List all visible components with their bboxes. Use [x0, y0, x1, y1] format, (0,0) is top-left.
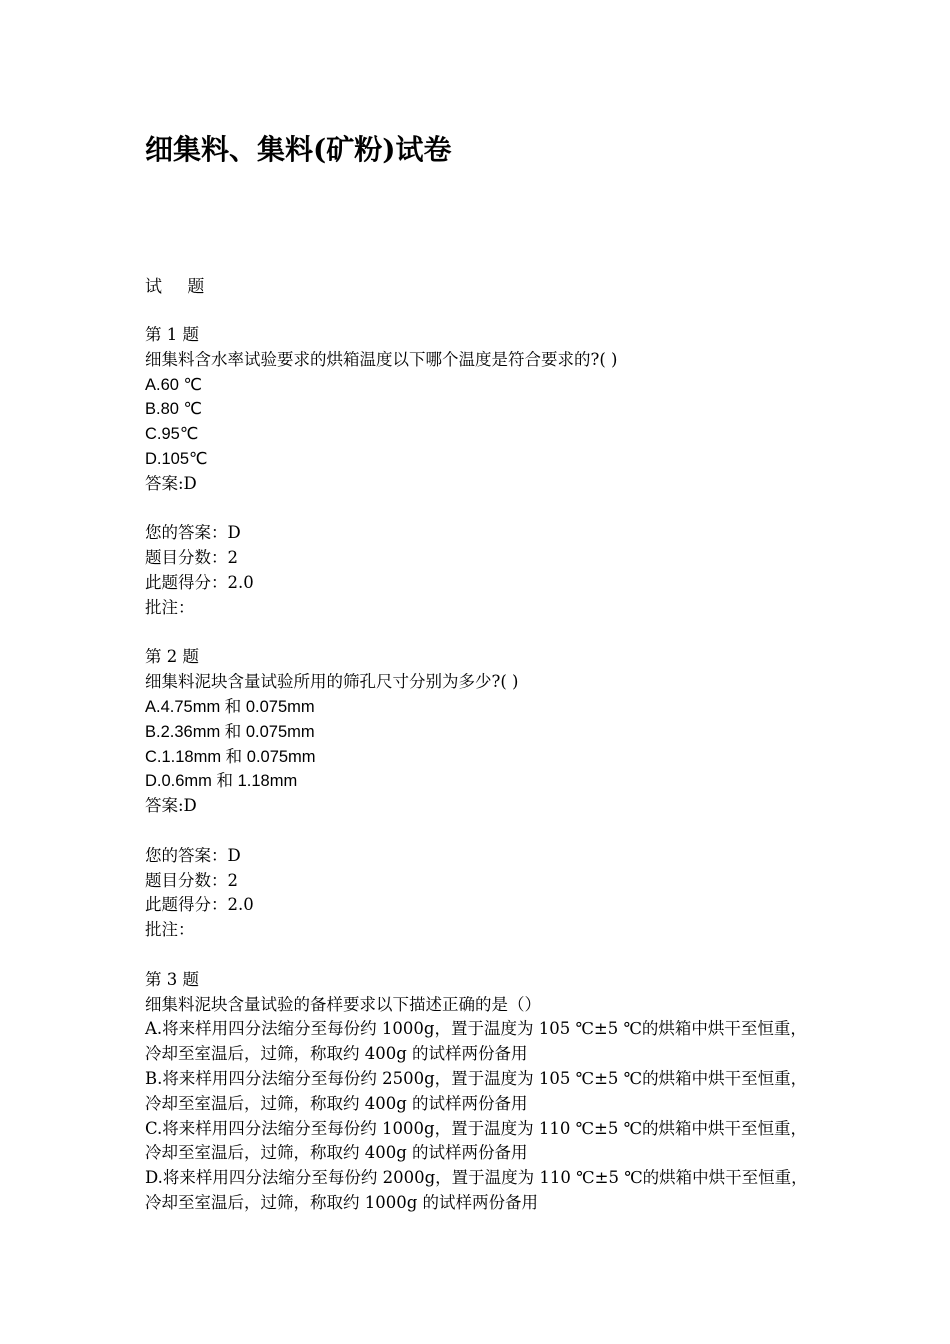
question-2: [145, 645, 815, 943]
question-1: [145, 323, 815, 621]
spacer: [145, 819, 815, 844]
question-list: [145, 323, 815, 1240]
section-label: 试 题: [145, 277, 215, 297]
option-a: A.将来样用四分法缩分至每份约 1000g，置于温度为 105 ℃±5 ℃的烘箱中烘干至恒重，冷却至室温后，过筛，称取约 400g 的试样两份备用: [145, 1019, 807, 1064]
question-stem: 细集料含水率试验要求的烘箱温度以下哪个温度是符合要求的?( ): [145, 349, 618, 369]
comment-label: 批注：: [145, 920, 195, 940]
document-title: 细集料、集料(矿粉)试卷: [145, 133, 452, 166]
option-d: D.0.6mm 和 1.18mm: [145, 772, 298, 791]
question-number: 第 1 题: [145, 325, 199, 344]
question-score: 题目分数：2: [145, 548, 238, 568]
option-c: C.1.18mm 和 0.075mm: [145, 747, 316, 766]
question-stem: 细集料泥块含量试验的备样要求以下描述正确的是（）: [145, 994, 541, 1014]
option-b: B.2.36mm 和 0.075mm: [145, 722, 315, 741]
question-stem: 细集料泥块含量试验所用的筛孔尺寸分别为多少?( ): [145, 672, 519, 692]
option-a: A.60 ℃: [145, 375, 203, 394]
score-gained: 此题得分：2.0: [145, 895, 254, 915]
correct-answer: 答案:D: [145, 473, 197, 493]
option-d: D.将来样用四分法缩分至每份约 2000g，置于温度为 110 ℃±5 ℃的烘箱中烘干至恒重，冷却至室温后，过筛，称取约 1000g 的试样两份备用: [145, 1168, 808, 1212]
your-answer: 您的答案：D: [145, 845, 241, 865]
question-3: [145, 968, 815, 1216]
option-c: C.将来样用四分法缩分至每份约 1000g，置于温度为 110 ℃±5 ℃的烘箱中烘干至恒重，冷却至室温后，过筛，称取约 400g 的试样两份备用: [145, 1118, 808, 1163]
question-number: 第 2 题: [145, 647, 199, 667]
your-answer: 您的答案：D: [145, 523, 241, 543]
spacer: [145, 497, 815, 522]
option-c: C.95℃: [145, 425, 199, 444]
score-gained: 此题得分：2.0: [145, 572, 254, 592]
option-b: B.80 ℃: [145, 400, 203, 419]
comment-label: 批注：: [145, 597, 195, 617]
option-b: B.将来样用四分法缩分至每份约 2500g，置于温度为 105 ℃±5 ℃的烘箱中烘干至恒重，冷却至室温后，过筛，称取约 400g 的试样两份备用: [145, 1068, 808, 1113]
question-number: 第 3 题: [145, 969, 199, 989]
option-a: A.4.75mm 和 0.075mm: [145, 697, 315, 716]
correct-answer: 答案:D: [145, 796, 197, 816]
question-score: 题目分数：2: [145, 870, 238, 890]
option-d: D.105℃: [145, 449, 208, 468]
